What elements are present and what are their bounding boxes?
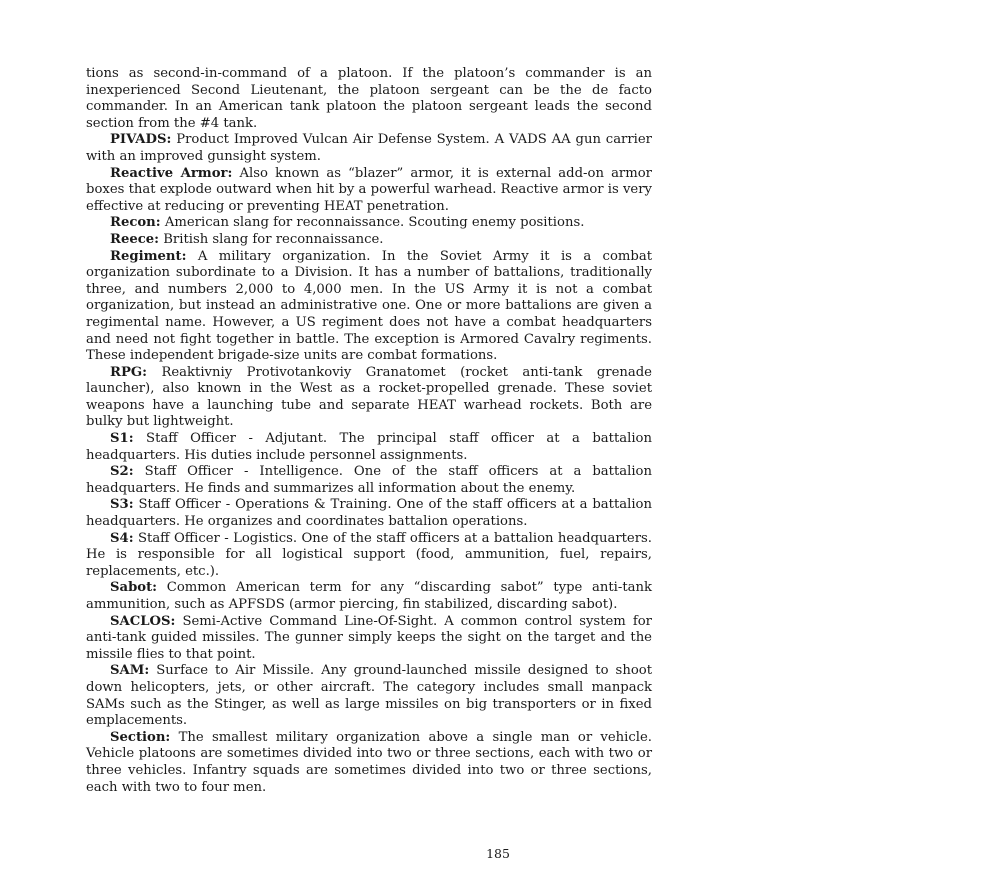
entry-s4 [86, 531, 652, 581]
entry-definition: Staff Officer - Logistics. One of the staff officers at a battalion headquarters. He is responsible for all logistical support (food, ammunition, fuel, repairs, replacements, etc.). [86, 530, 652, 579]
entry-reece [86, 232, 652, 249]
page-number: 185 [486, 846, 510, 861]
entry-term: Regiment: [110, 248, 187, 264]
entry-definition: Staff Officer - Intelligence. One of the staff officers at a battalion headquarters. He finds and summarizes all information about the enemy. [86, 464, 652, 496]
document-page [86, 66, 652, 796]
entry-definition: Staff Officer - Adjutant. The principal staff officer at a battalion headquarters. His duties include personnel assignments. [86, 431, 652, 463]
entry-term: S1: [110, 431, 134, 447]
entry-section [86, 730, 652, 796]
entry-definition: The smallest military organization above a single man or vehicle. Vehicle platoons are sometimes divided into two or three sections, each with two or three vehicles. Infantry squads are sometimes divided into two or three sections, each with two to four men. [86, 729, 652, 795]
entry-term: Section: [110, 729, 171, 745]
entry-term: Reece: [110, 231, 160, 247]
entry-s3 [86, 497, 652, 530]
entry-s1 [86, 431, 652, 464]
entry-term: Recon: [110, 215, 161, 231]
intro-paragraph: tions as second-in-command of a platoon. If the platoon’s commander is an inexperienced Second Lieutenant, the platoon sergeant can be the de facto commander. In an American tank platoon the platoon sergeant leads the second section from the #4 tank. [86, 66, 652, 131]
entry-definition: Semi-Active Command Line-Of-Sight. A common control system for anti-tank guided missiles. The gunner simply keeps the sight on the target and the missile flies to that point. [86, 613, 652, 662]
entry-sabot [86, 580, 652, 613]
entry-term: Reactive Armor: [110, 165, 233, 181]
entry-sam [86, 663, 652, 729]
entry-rpg [86, 365, 652, 431]
entry-definition: American slang for reconnaissance. Scouting enemy positions. [164, 215, 585, 231]
entry-definition: Common American term for any “discarding sabot” type anti-tank ammunition, such as APFSDS (armor piercing, fin stabilized, discarding sabot). [86, 580, 652, 612]
entry-pivads [86, 132, 652, 165]
entry-definition: Also known as “blazer” armor, it is external add-on armor boxes that explode outward when hit by a powerful warhead. Reactive armor is very effective at reducing or preventing HEAT penetration. [86, 165, 652, 214]
entry-definition: Staff Officer - Operations & Training. One of the staff officers at a battalion headquarters. He organizes and coordinates battalion operations. [86, 497, 652, 530]
entry-term: S4: [110, 530, 134, 546]
entry-term: RPG: [110, 364, 148, 380]
entry-s2 [86, 464, 652, 497]
entry-term: PIVADS: [110, 132, 172, 148]
entry-term: SACLOS: [110, 613, 176, 629]
entry-recon [86, 215, 652, 232]
entry-term: Sabot: [110, 580, 158, 596]
entry-definition: Reaktivniy Protivotankoviy Granatomet (rocket anti-tank grenade launcher), also known in the West as a rocket-propelled grenade. These soviet weapons have a launching tube and separate HEAT warhead rockets. Both are bulky but lightweight. [86, 364, 652, 430]
entry-term: S3: [110, 497, 134, 513]
entry-saclos [86, 614, 652, 664]
entry-definition: Surface to Air Missile. Any ground-launched missile designed to shoot down helicopters, jets, or other aircraft. The category includes small manpack SAMs such as the Stinger, as well as large missiles on big transporters or in fixed emplacements. [86, 663, 652, 729]
entry-term: S2: [110, 464, 134, 480]
entry-definition: British slang for reconnaissance. [163, 231, 384, 247]
entry-definition: Product Improved Vulcan Air Defense System. A VADS AA gun carrier with an improved gunsight system. [86, 132, 652, 164]
entry-definition: A military organization. In the Soviet Army it is a combat organization subordinate to a Division. It has a number of battalions, traditionally three, and numbers 2,000 to 4,000 men. In the US Army it is not a combat organization, but instead an administrative one. One or more battalions are given a regimental name. However, a US regiment does not have a combat headquarters and need not fight together in battle. The exception is Armored Cavalry regiments. These independent brigade-size units are combat formations. [86, 248, 652, 364]
entry-term: SAM: [110, 663, 150, 679]
entry-regiment [86, 249, 652, 365]
entry-reactive-armor [86, 166, 652, 216]
